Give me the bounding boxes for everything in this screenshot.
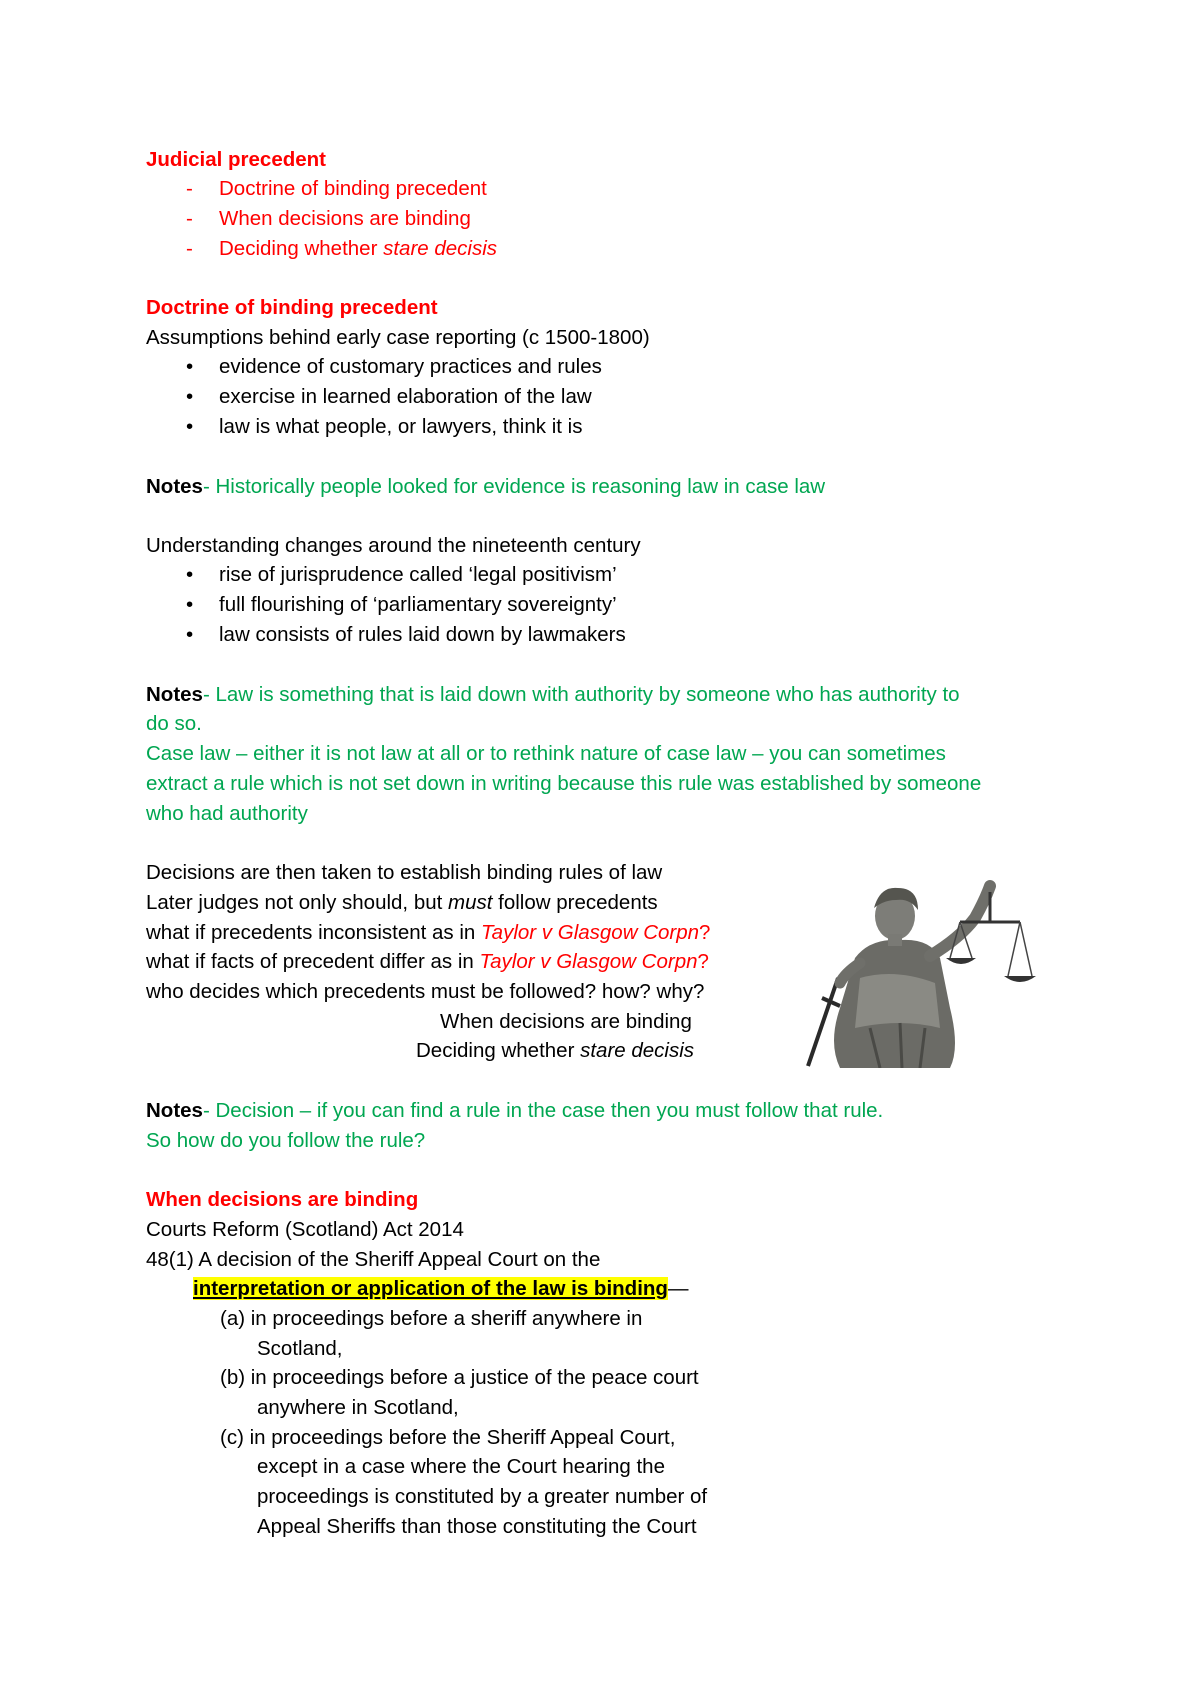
toc-item: - xyxy=(186,207,193,230)
paragraph: Assumptions behind early case reporting (c 1500-1800) xyxy=(146,326,650,349)
bullet-icon: • xyxy=(186,563,194,586)
paragraph: Decisions are then taken to establish binding rules of law xyxy=(146,861,663,884)
toc-item-label: Deciding whether stare decisis xyxy=(219,237,498,260)
section-heading: Doctrine of binding precedent xyxy=(146,296,438,319)
toc-item-label: Doctrine of binding precedent xyxy=(219,177,487,200)
page-title: Judicial precedent xyxy=(146,148,327,171)
lady-justice-statue-image xyxy=(800,878,1040,1068)
bullet-icon: • xyxy=(186,593,194,616)
statute-item: Scotland, xyxy=(257,1337,343,1360)
notes-line: Case law – either it is not law at all or to rethink nature of case law – you can sometimes xyxy=(146,742,946,765)
statute-item: (b) in proceedings before a justice of the peace court xyxy=(220,1366,699,1389)
centered-line: When decisions are binding xyxy=(440,1010,692,1033)
paragraph: Understanding changes around the nineteenth century xyxy=(146,534,641,557)
paragraph: who decides which precedents must be followed? how? why? xyxy=(146,980,705,1003)
statute-item: except in a case where the Court hearing the xyxy=(257,1455,665,1478)
statute-item: proceedings is constituted by a greater number of xyxy=(257,1485,708,1508)
notes-line: Notes- Historically people looked for evidence is reasoning law in case law xyxy=(146,475,826,498)
centered-line: Deciding whether stare decisis xyxy=(416,1039,695,1062)
statute-item: (a) in proceedings before a sheriff anywhere in xyxy=(220,1307,643,1330)
statute-item: Appeal Sheriffs than those constituting the Court xyxy=(257,1515,697,1538)
notes-line: who had authority xyxy=(146,802,308,825)
toc-item: - xyxy=(186,237,193,260)
toc-item: - xyxy=(186,177,193,200)
notes-line: So how do you follow the rule? xyxy=(146,1129,426,1152)
notes-line: Notes- Decision – if you can find a rule in the case then you must follow that rule. xyxy=(146,1099,884,1122)
statute-item: (c) in proceedings before the Sheriff Appeal Court, xyxy=(220,1426,676,1449)
list-item: law consists of rules laid down by lawmakers xyxy=(219,623,626,646)
bullet-icon: • xyxy=(186,385,194,408)
paragraph: what if facts of precedent differ as in Taylor v Glasgow Corpn? xyxy=(146,950,709,973)
notes-line: Notes- Law is something that is laid down with authority by someone who has authority to xyxy=(146,683,960,706)
bullet-icon: • xyxy=(186,355,194,378)
paragraph: 48(1) A decision of the Sheriff Appeal Court on the xyxy=(146,1248,601,1271)
notes-line: extract a rule which is not set down in writing because this rule was established by someone xyxy=(146,772,982,795)
toc-item-label: When decisions are binding xyxy=(219,207,471,230)
list-item: rise of jurisprudence called ‘legal positivism’ xyxy=(219,563,617,586)
statute-item: anywhere in Scotland, xyxy=(257,1396,459,1419)
list-item: evidence of customary practices and rules xyxy=(219,355,602,378)
notes-line: do so. xyxy=(146,712,202,735)
bullet-icon: • xyxy=(186,623,194,646)
highlighted-line: interpretation or application of the law is binding— xyxy=(193,1277,689,1300)
bullet-icon: • xyxy=(186,415,194,438)
paragraph: Later judges not only should, but must follow precedents xyxy=(146,891,658,914)
paragraph: Courts Reform (Scotland) Act 2014 xyxy=(146,1218,464,1241)
section-heading: When decisions are binding xyxy=(146,1188,419,1211)
list-item: law is what people, or lawyers, think it is xyxy=(219,415,583,438)
list-item: full flourishing of ‘parliamentary sovereignty’ xyxy=(219,593,617,616)
paragraph: what if precedents inconsistent as in Taylor v Glasgow Corpn? xyxy=(146,921,711,944)
list-item: exercise in learned elaboration of the law xyxy=(219,385,592,408)
